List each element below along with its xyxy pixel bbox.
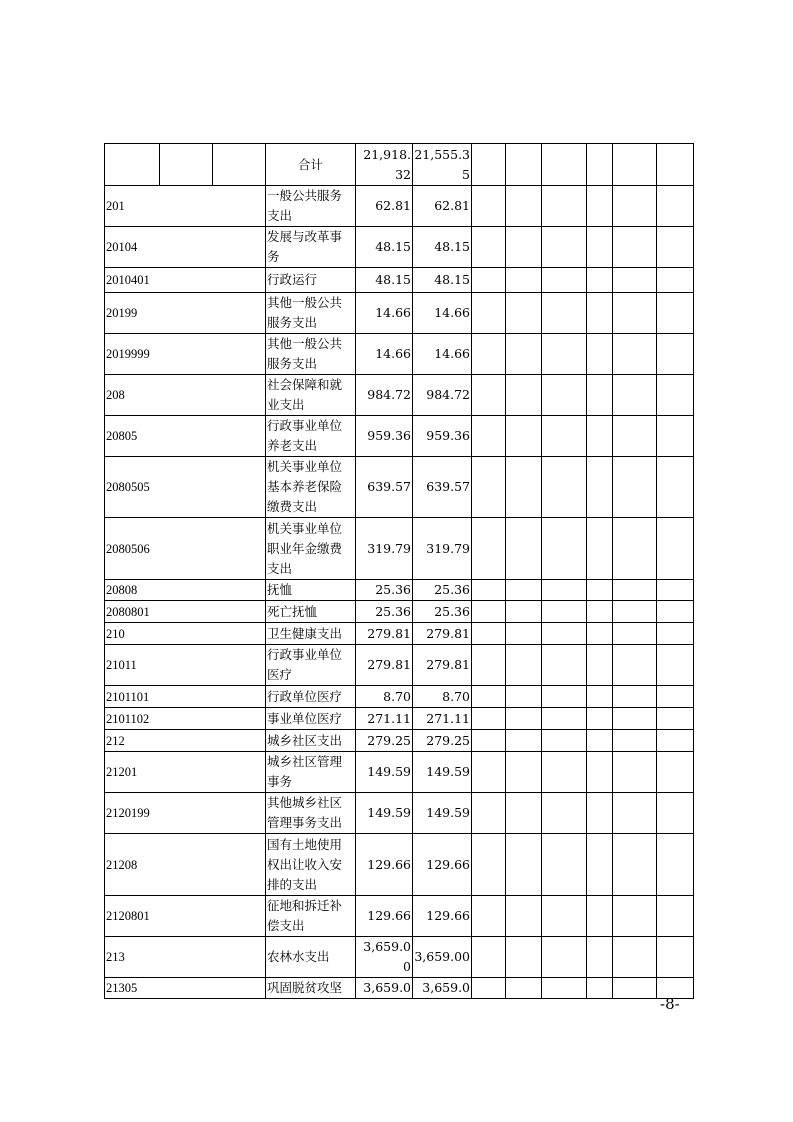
table-row xyxy=(105,186,694,227)
row-name: 机关事业单位基本养老保险缴费支出 xyxy=(266,457,356,518)
row-value-2: 8.70 xyxy=(413,686,472,708)
row-code: 2120801 xyxy=(105,896,266,937)
table-row xyxy=(105,601,694,623)
row-value-2: 129.66 xyxy=(413,896,472,937)
row-name: 城乡社区支出 xyxy=(266,730,356,752)
empty-cell xyxy=(542,601,587,623)
row-code: 21011 xyxy=(105,645,266,686)
row-value-1: 319.79 xyxy=(356,518,413,580)
empty-cell xyxy=(657,375,694,416)
empty-cell xyxy=(613,686,657,708)
empty-cell xyxy=(472,686,506,708)
table-row xyxy=(105,268,694,293)
row-value-1: 984.72 xyxy=(356,375,413,416)
row-code: 20808 xyxy=(105,580,266,601)
table-row xyxy=(105,896,694,937)
empty-cell xyxy=(472,708,506,730)
empty-cell xyxy=(657,708,694,730)
empty-cell xyxy=(587,457,613,518)
empty-cell xyxy=(472,601,506,623)
row-value-1: 3,659.0 xyxy=(356,978,413,999)
empty-cell xyxy=(472,186,506,227)
empty-cell xyxy=(472,937,506,978)
row-name: 其他城乡社区管理事务支出 xyxy=(266,793,356,834)
row-value-1: 149.59 xyxy=(356,752,413,793)
empty-cell xyxy=(472,752,506,793)
empty-cell xyxy=(613,708,657,730)
row-name: 巩固脱贫攻坚 xyxy=(266,978,356,999)
empty-cell xyxy=(587,334,613,375)
empty-cell xyxy=(542,334,587,375)
empty-cell xyxy=(613,334,657,375)
empty-cell xyxy=(657,730,694,752)
row-code: 2120199 xyxy=(105,793,266,834)
row-value-2: 14.66 xyxy=(413,334,472,375)
row-code: 2101101 xyxy=(105,686,266,708)
row-code: 208 xyxy=(105,375,266,416)
row-code: 21201 xyxy=(105,752,266,793)
empty-cell xyxy=(542,375,587,416)
total-label: 合计 xyxy=(266,144,356,186)
row-value-1: 271.11 xyxy=(356,708,413,730)
empty-cell xyxy=(657,416,694,457)
empty-cell xyxy=(472,623,506,645)
row-value-2: 129.66 xyxy=(413,834,472,896)
row-value-1: 8.70 xyxy=(356,686,413,708)
empty-cell xyxy=(613,793,657,834)
row-code: 20104 xyxy=(105,227,266,268)
row-name: 行政事业单位医疗 xyxy=(266,645,356,686)
empty-cell xyxy=(506,752,542,793)
empty-cell xyxy=(613,730,657,752)
total-row xyxy=(105,144,694,186)
row-code: 20805 xyxy=(105,416,266,457)
empty-cell xyxy=(657,457,694,518)
row-value-2: 3,659.0 xyxy=(413,978,472,999)
empty-cell xyxy=(472,518,506,580)
table-row xyxy=(105,334,694,375)
empty-cell xyxy=(105,144,160,186)
empty-cell xyxy=(587,580,613,601)
row-code: 2080505 xyxy=(105,457,266,518)
empty-cell xyxy=(587,708,613,730)
empty-cell xyxy=(613,518,657,580)
empty-cell xyxy=(542,293,587,334)
empty-cell xyxy=(657,227,694,268)
empty-cell xyxy=(613,623,657,645)
row-code: 2010401 xyxy=(105,268,266,293)
row-value-2: 279.81 xyxy=(413,623,472,645)
row-name: 事业单位医疗 xyxy=(266,708,356,730)
empty-cell xyxy=(613,416,657,457)
row-name: 机关事业单位职业年金缴费支出 xyxy=(266,518,356,580)
empty-cell xyxy=(613,293,657,334)
row-value-1: 149.59 xyxy=(356,793,413,834)
row-value-1: 14.66 xyxy=(356,293,413,334)
empty-cell xyxy=(506,978,542,999)
row-name: 抚恤 xyxy=(266,580,356,601)
empty-cell xyxy=(613,144,657,186)
empty-cell xyxy=(472,268,506,293)
empty-cell xyxy=(587,834,613,896)
empty-cell xyxy=(613,601,657,623)
row-value-2: 48.15 xyxy=(413,268,472,293)
empty-cell xyxy=(506,708,542,730)
empty-cell xyxy=(587,293,613,334)
empty-cell xyxy=(657,580,694,601)
row-code: 20199 xyxy=(105,293,266,334)
row-name: 一般公共服务支出 xyxy=(266,186,356,227)
row-name: 行政运行 xyxy=(266,268,356,293)
empty-cell xyxy=(657,793,694,834)
row-code: 21305 xyxy=(105,978,266,999)
row-code: 213 xyxy=(105,937,266,978)
empty-cell xyxy=(506,937,542,978)
empty-cell xyxy=(613,978,657,999)
empty-cell xyxy=(472,645,506,686)
empty-cell xyxy=(587,623,613,645)
page-number: -8- xyxy=(660,995,680,1013)
row-value-1: 62.81 xyxy=(356,186,413,227)
empty-cell xyxy=(506,601,542,623)
empty-cell xyxy=(542,457,587,518)
empty-cell xyxy=(506,896,542,937)
empty-cell xyxy=(506,227,542,268)
row-value-2: 279.25 xyxy=(413,730,472,752)
empty-cell xyxy=(657,752,694,793)
empty-cell xyxy=(613,227,657,268)
empty-cell xyxy=(587,978,613,999)
row-value-2: 639.57 xyxy=(413,457,472,518)
empty-cell xyxy=(506,334,542,375)
empty-cell xyxy=(542,752,587,793)
empty-cell xyxy=(542,144,587,186)
row-value-2: 149.59 xyxy=(413,752,472,793)
empty-cell xyxy=(542,937,587,978)
empty-cell xyxy=(657,518,694,580)
empty-cell xyxy=(613,268,657,293)
table-row xyxy=(105,623,694,645)
empty-cell xyxy=(657,334,694,375)
empty-cell xyxy=(587,937,613,978)
empty-cell xyxy=(472,293,506,334)
empty-cell xyxy=(506,518,542,580)
empty-cell xyxy=(506,186,542,227)
empty-cell xyxy=(472,375,506,416)
row-name: 农林水支出 xyxy=(266,937,356,978)
row-value-2: 25.36 xyxy=(413,580,472,601)
empty-cell xyxy=(542,793,587,834)
row-code: 210 xyxy=(105,623,266,645)
empty-cell xyxy=(542,268,587,293)
row-name: 城乡社区管理事务 xyxy=(266,752,356,793)
empty-cell xyxy=(587,752,613,793)
row-value-1: 279.81 xyxy=(356,645,413,686)
empty-cell xyxy=(613,580,657,601)
empty-cell xyxy=(613,375,657,416)
table-row xyxy=(105,645,694,686)
row-value-2: 3,659.00 xyxy=(413,937,472,978)
empty-cell xyxy=(472,334,506,375)
empty-cell xyxy=(472,144,506,186)
empty-cell xyxy=(657,601,694,623)
row-value-2: 25.36 xyxy=(413,601,472,623)
empty-cell xyxy=(542,186,587,227)
empty-cell xyxy=(542,416,587,457)
empty-cell xyxy=(542,978,587,999)
row-name: 卫生健康支出 xyxy=(266,623,356,645)
row-value-1: 639.57 xyxy=(356,457,413,518)
empty-cell xyxy=(506,645,542,686)
empty-cell xyxy=(657,144,694,186)
row-name: 国有土地使用权出让收入安排的支出 xyxy=(266,834,356,896)
table-row xyxy=(105,293,694,334)
row-value-2: 959.36 xyxy=(413,416,472,457)
empty-cell xyxy=(472,978,506,999)
empty-cell xyxy=(506,623,542,645)
empty-cell xyxy=(587,518,613,580)
empty-cell xyxy=(472,580,506,601)
table-row xyxy=(105,518,694,580)
row-value-1: 279.25 xyxy=(356,730,413,752)
empty-cell xyxy=(213,144,266,186)
empty-cell xyxy=(657,937,694,978)
row-value-1: 14.66 xyxy=(356,334,413,375)
row-name: 征地和拆迁补偿支出 xyxy=(266,896,356,937)
table-row xyxy=(105,793,694,834)
row-value-1: 48.15 xyxy=(356,227,413,268)
row-value-1: 48.15 xyxy=(356,268,413,293)
empty-cell xyxy=(657,293,694,334)
empty-cell xyxy=(506,686,542,708)
table-row xyxy=(105,730,694,752)
empty-cell xyxy=(657,834,694,896)
empty-cell xyxy=(657,896,694,937)
row-value-2: 984.72 xyxy=(413,375,472,416)
empty-cell xyxy=(613,186,657,227)
row-name: 社会保障和就业支出 xyxy=(266,375,356,416)
empty-cell xyxy=(472,896,506,937)
empty-cell xyxy=(160,144,213,186)
row-value-1: 3,659.00 xyxy=(356,937,413,978)
table-row xyxy=(105,686,694,708)
empty-cell xyxy=(542,645,587,686)
row-value-1: 25.36 xyxy=(356,601,413,623)
empty-cell xyxy=(472,834,506,896)
empty-cell xyxy=(542,686,587,708)
table-row xyxy=(105,580,694,601)
empty-cell xyxy=(657,686,694,708)
table-row xyxy=(105,978,694,999)
row-value-2: 14.66 xyxy=(413,293,472,334)
row-name: 行政事业单位养老支出 xyxy=(266,416,356,457)
table-row xyxy=(105,937,694,978)
empty-cell xyxy=(506,268,542,293)
row-value-2: 279.81 xyxy=(413,645,472,686)
empty-cell xyxy=(587,601,613,623)
empty-cell xyxy=(472,416,506,457)
row-code: 2019999 xyxy=(105,334,266,375)
empty-cell xyxy=(657,186,694,227)
empty-cell xyxy=(506,375,542,416)
empty-cell xyxy=(506,144,542,186)
empty-cell xyxy=(472,227,506,268)
empty-cell xyxy=(472,457,506,518)
empty-cell xyxy=(542,896,587,937)
row-code: 212 xyxy=(105,730,266,752)
budget-table xyxy=(104,143,694,999)
empty-cell xyxy=(587,686,613,708)
empty-cell xyxy=(542,623,587,645)
empty-cell xyxy=(657,268,694,293)
empty-cell xyxy=(587,186,613,227)
row-value-1: 25.36 xyxy=(356,580,413,601)
row-value-1: 959.36 xyxy=(356,416,413,457)
empty-cell xyxy=(542,834,587,896)
row-code: 21208 xyxy=(105,834,266,896)
empty-cell xyxy=(657,623,694,645)
empty-cell xyxy=(542,518,587,580)
table-row xyxy=(105,834,694,896)
empty-cell xyxy=(542,730,587,752)
empty-cell xyxy=(472,730,506,752)
empty-cell xyxy=(587,227,613,268)
empty-cell xyxy=(613,937,657,978)
empty-cell xyxy=(613,834,657,896)
empty-cell xyxy=(613,896,657,937)
row-value-2: 271.11 xyxy=(413,708,472,730)
row-value-1: 129.66 xyxy=(356,834,413,896)
empty-cell xyxy=(542,227,587,268)
empty-cell xyxy=(506,834,542,896)
table-row xyxy=(105,752,694,793)
row-name: 发展与改革事务 xyxy=(266,227,356,268)
empty-cell xyxy=(506,293,542,334)
row-value-2: 62.81 xyxy=(413,186,472,227)
empty-cell xyxy=(587,645,613,686)
empty-cell xyxy=(506,416,542,457)
row-code: 2101102 xyxy=(105,708,266,730)
table-row xyxy=(105,708,694,730)
row-value-1: 129.66 xyxy=(356,896,413,937)
empty-cell xyxy=(657,645,694,686)
row-value-2: 319.79 xyxy=(413,518,472,580)
row-code: 2080801 xyxy=(105,601,266,623)
table-row xyxy=(105,375,694,416)
empty-cell xyxy=(542,580,587,601)
empty-cell xyxy=(613,752,657,793)
empty-cell xyxy=(472,793,506,834)
empty-cell xyxy=(587,268,613,293)
row-name: 行政单位医疗 xyxy=(266,686,356,708)
empty-cell xyxy=(506,457,542,518)
empty-cell xyxy=(542,708,587,730)
empty-cell xyxy=(587,730,613,752)
row-code: 201 xyxy=(105,186,266,227)
total-value-1: 21,918.32 xyxy=(356,144,413,186)
table-row xyxy=(105,227,694,268)
empty-cell xyxy=(506,580,542,601)
empty-cell xyxy=(587,793,613,834)
empty-cell xyxy=(587,896,613,937)
row-code: 2080506 xyxy=(105,518,266,580)
row-value-1: 279.81 xyxy=(356,623,413,645)
empty-cell xyxy=(506,793,542,834)
empty-cell xyxy=(587,144,613,186)
row-name: 其他一般公共服务支出 xyxy=(266,293,356,334)
empty-cell xyxy=(613,645,657,686)
empty-cell xyxy=(613,457,657,518)
total-value-2: 21,555.35 xyxy=(413,144,472,186)
empty-cell xyxy=(587,375,613,416)
table-row xyxy=(105,416,694,457)
row-name: 死亡抚恤 xyxy=(266,601,356,623)
row-name: 其他一般公共服务支出 xyxy=(266,334,356,375)
row-value-2: 48.15 xyxy=(413,227,472,268)
table-row xyxy=(105,457,694,518)
empty-cell xyxy=(587,416,613,457)
empty-cell xyxy=(506,730,542,752)
row-value-2: 149.59 xyxy=(413,793,472,834)
